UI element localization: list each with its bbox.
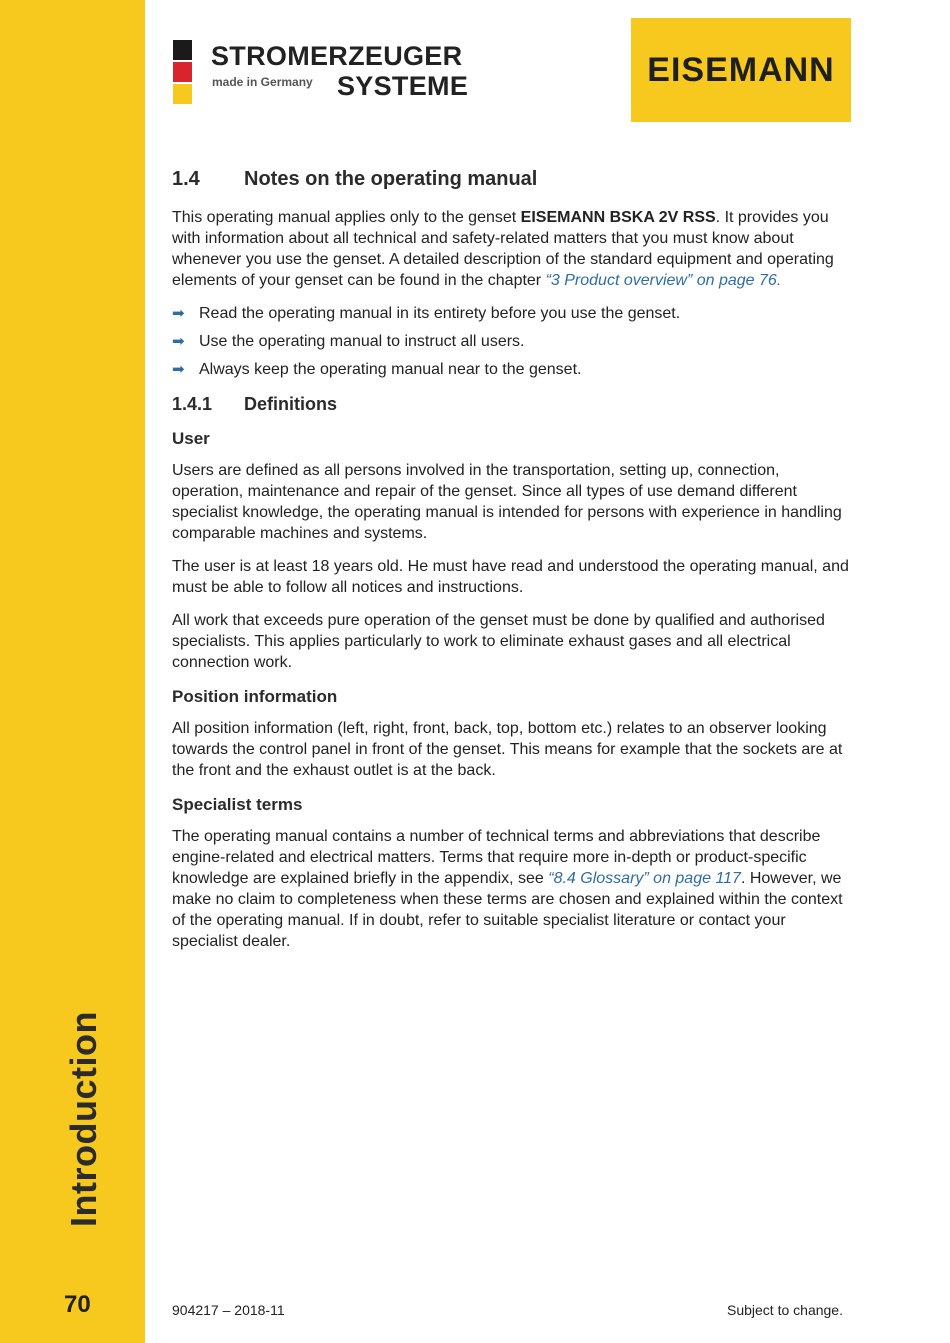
intro-paragraph xyxy=(172,207,852,291)
terms-paragraph xyxy=(172,826,852,952)
instruction-list xyxy=(172,303,852,380)
arrow-right-icon: ➡ xyxy=(172,333,185,350)
list-item-text: Always keep the operating manual near to the genset. xyxy=(199,361,582,378)
list-item xyxy=(172,331,852,352)
page-number: 70 xyxy=(64,1291,91,1318)
change-notice: Subject to change. xyxy=(727,1302,843,1318)
user-paragraph-1: Users are defined as all persons involved in the transportation, setting up, connection, operation, maintenance and repair of the genset. Since all types of use demand different specialist knowledge, the operating manual is intended for persons with experience in handling comparable machines and systems. xyxy=(172,462,842,542)
document-id: 904217 – 2018-11 xyxy=(172,1302,285,1318)
section-number: 1.4 xyxy=(172,168,200,190)
section-title-text: Introduction xyxy=(63,1011,104,1227)
list-item xyxy=(172,303,852,324)
user-paragraph-3: All work that exceeds pure operation of the genset must be done by qualified and authorised specialists. This applies particularly to work to eliminate exhaust gases and all electrical connection work. xyxy=(172,612,825,671)
logo-text: EISEMANN xyxy=(647,50,835,89)
flag-stripe-gold xyxy=(173,84,192,104)
position-heading: Position information xyxy=(172,687,338,706)
terms-heading: Specialist terms xyxy=(172,795,303,814)
section-title: Notes on the operating manual xyxy=(244,168,538,190)
subsection-number: 1.4.1 xyxy=(172,394,213,414)
section-heading xyxy=(172,168,852,191)
list-item xyxy=(172,359,852,380)
arrow-right-icon: ➡ xyxy=(172,361,185,378)
german-flag-icon xyxy=(173,40,192,106)
glossary-link[interactable]: “8.4 Glossary” on page 117 xyxy=(548,870,741,887)
terms-text-cont: . However, we make no claim to completeness when these terms are chosen and explained within the context of the operating manual. If in doubt, refer to suitable specialist literature or contact your specialist dealer. xyxy=(172,870,843,950)
brand-tagline: made in Germany xyxy=(212,75,313,89)
position-paragraph: All position information (left, right, front, back, top, bottom etc.) relates to an observer looking towards the control panel in front of the genset. This means for example that the sockets are at the front and the exhaust outlet is at the back. xyxy=(172,720,843,779)
product-name: EISEMANN BSKA 2V RSS xyxy=(520,209,716,226)
subsection-title: Definitions xyxy=(244,394,337,414)
list-item-text: Use the operating manual to instruct all users. xyxy=(199,333,525,350)
flag-stripe-black xyxy=(173,40,192,60)
subsection-heading xyxy=(172,394,852,415)
brand-line2: SYSTEME xyxy=(337,71,469,101)
main-content xyxy=(172,168,852,964)
terms-text: The operating manual contains a number of technical terms and abbreviations that describe engine-related and electrical matters. Terms that require more in-depth or product-specific knowledge are explained briefly in the appendix, see xyxy=(172,828,821,887)
eisemann-logo xyxy=(631,18,851,122)
flag-stripe-red xyxy=(173,62,192,82)
intro-text-cont: . It provides you with information about all technical and safety-related matters that you must know about whenever you use the genset. A detailed description of the standard equipment and operating elements of your genset can be found in the chapter xyxy=(172,209,834,289)
product-overview-link[interactable]: “3 Product overview” on page 76. xyxy=(545,272,782,289)
intro-text: This operating manual applies only to the genset xyxy=(172,209,521,226)
list-item-text: Read the operating manual in its entirety before you use the genset. xyxy=(199,305,681,322)
user-paragraph-2: The user is at least 18 years old. He must have read and understood the operating manual, and must be able to follow all notices and instructions. xyxy=(172,558,849,596)
arrow-right-icon: ➡ xyxy=(172,305,185,322)
user-heading: User xyxy=(172,429,210,448)
section-title-vertical xyxy=(62,1010,106,1228)
brand-line1: STROMERZEUGER xyxy=(211,41,463,71)
sidebar xyxy=(0,0,145,1343)
